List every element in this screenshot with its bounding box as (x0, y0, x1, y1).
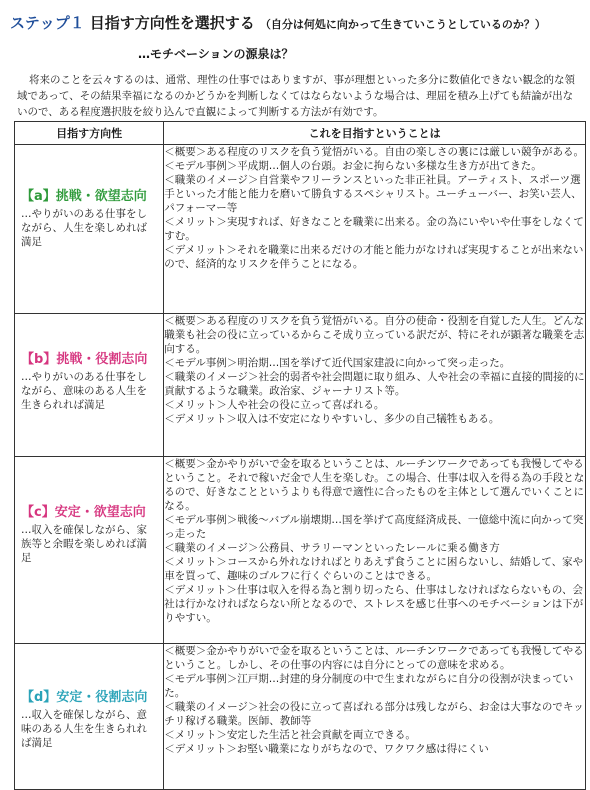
detail-item (164, 700, 585, 728)
detail-item (164, 215, 585, 243)
detail-tag: ＜モデル事例＞ (164, 357, 238, 369)
direction-bracket: 【b】 (21, 352, 57, 367)
table-header-right: これを目指すということは (164, 122, 586, 145)
direction-box (15, 457, 163, 565)
detail-tag: ＜メリット＞ (164, 556, 227, 568)
detail-tag: ＜モデル事例＞ (164, 673, 238, 685)
detail-item (164, 243, 585, 271)
page-subtitle: …モチベーションの源泉は？ (138, 47, 294, 61)
detail-tag: ＜メリット＞ (164, 399, 227, 411)
detail-item (164, 314, 585, 356)
detail-text: 実現すれば、好きなことを職業に出来る。金の為にいやいや仕事をしなくてすむ。 (164, 216, 584, 242)
detail-tag: ＜概要＞ (164, 645, 207, 657)
direction-title (21, 686, 157, 705)
detail-item (164, 513, 585, 541)
detail-text: 人や社会の役に立って喜ばれる。 (226, 399, 385, 411)
direction-description: …収入を確保しながら、家族等と余暇を楽しめれば満足 (21, 524, 147, 564)
detail-text: 江戸期…封建的身分制度の中で生まれながらに自分の役割が決まっていた。 (164, 673, 574, 699)
detail-tag: ＜概要＞ (164, 458, 207, 470)
detail-tag: ＜デメリット＞ (164, 244, 237, 256)
detail-item (164, 644, 585, 672)
detail-cell (164, 145, 586, 314)
detail-item (164, 742, 585, 756)
step-label: ステップ１ (10, 14, 85, 32)
detail-tag: ＜メリット＞ (164, 729, 227, 741)
direction-name: 安定・役割志向 (56, 690, 148, 705)
direction-bracket: 【a】 (21, 189, 56, 204)
table-header-left: 目指す方向性 (15, 122, 164, 145)
table-row (15, 457, 586, 644)
detail-item (164, 457, 585, 513)
detail-item (164, 728, 585, 742)
detail-text: 平成期…個人の台頭。お金に拘らない多様な生き方が出てきた。 (237, 160, 542, 172)
detail-tag: ＜モデル事例＞ (164, 160, 238, 172)
detail-item (164, 541, 585, 555)
direction-description: …収入を確保しながら、意味のある人生を生きられれば満足 (21, 709, 147, 749)
detail-text: 社会的弱者や社会問題に取り組み、人や社会の幸福に直接的間接的に貢献するような職業。政治家、ジャーナリスト等。 (164, 371, 585, 397)
detail-item (164, 159, 585, 173)
detail-text: コースから外れなければとりあえず食うことに困らないし、結婚して、家や車を買って、趣味のゴルフに行くぐらいのことはできる。 (164, 556, 584, 582)
direction-cell (15, 314, 164, 457)
detail-cell (164, 457, 586, 644)
detail-item (164, 412, 585, 426)
detail-text: 社会の役に立って喜ばれる部分は残しながら、お金は大事なのでキッチリ稼げる職業。医師、教師等 (164, 701, 584, 727)
detail-text: 明治期…国を挙げて近代国家建設に向かって突っ走った。 (237, 357, 511, 369)
intro-paragraph: 将来のことを云々するのは、通常、理性の仕事ではありますが、事が理想といった多分に数値化できない観念的な領域であって、その結果幸福になるのかどうかを判断しなくてはならないような場合は、理屈を積み上げても結論が出ないので、ある程度選択肢を絞り込んで直観によって判断する方法が有効です。 (17, 74, 575, 118)
title-main: 目指す方向性を選択する (89, 14, 255, 32)
detail-text: 戦後～バブル崩壊期…国を挙げて高度経済成長、一億総中流に向かって突っ走った (164, 514, 584, 540)
detail-item (164, 145, 585, 159)
direction-description: …やりがいのある仕事をしながら、人生を楽しめれば満足 (21, 208, 147, 248)
direction-description: …やりがいのある仕事をしながら、意味のある人生を生きられれば満足 (21, 371, 147, 411)
detail-tag: ＜概要＞ (164, 146, 207, 158)
detail-item (164, 555, 585, 583)
detail-text: ある程度のリスクを負う覚悟がいる。自由の楽しさの裏には厳しい競争がある。 (206, 146, 585, 158)
detail-text: 金かやりがいで金を取るということは、ルーチンワークであっても我慢してやるということ。それで稼いだ金で人生を楽しむ。この場合、仕事は収入を得る為の手段となるので、好きなことというよりも得意で適性に合ったものを主体として選んでいくことになる。 (164, 458, 585, 512)
detail-text: 安定した生活と社会貢献を両立できる。 (226, 729, 416, 741)
detail-text: 公務員、サラリーマンといったレールに乗る働き方 (258, 542, 500, 554)
direction-table (14, 121, 586, 790)
direction-bracket: 【d】 (21, 690, 57, 705)
direction-title (21, 501, 157, 520)
table-row (15, 314, 586, 457)
detail-tag: ＜モデル事例＞ (164, 514, 238, 526)
detail-text: 金かやりがいで金を取るということは、ルーチンワークであっても我慢してやるということ。しかし、その仕事の内容には自分にとっての意味を求める。 (164, 645, 584, 671)
direction-box (15, 145, 163, 249)
direction-name: 挑戦・欲望志向 (55, 189, 147, 204)
direction-bracket: 【c】 (21, 505, 55, 520)
detail-tag: ＜メリット＞ (164, 216, 227, 228)
detail-tag: ＜職業のイメージ＞ (164, 701, 259, 713)
detail-item (164, 398, 585, 412)
direction-title (21, 348, 157, 367)
detail-item (164, 583, 585, 625)
page-title (10, 12, 585, 34)
detail-text: ある程度のリスクを負う覚悟がいる。自分の使命・役割を自覚した人生。どんな職業も社会の役に立っているからこそ成り立っている訳だが、特にそれが顕著な職業を志向する。 (164, 315, 585, 355)
detail-tag: ＜職業のイメージ＞ (164, 174, 259, 186)
detail-tag: ＜職業のイメージ＞ (164, 542, 259, 554)
detail-tag: ＜デメリット＞ (164, 413, 237, 425)
detail-tag: ＜概要＞ (164, 315, 207, 327)
detail-item (164, 173, 585, 215)
detail-item (164, 672, 585, 700)
direction-box (15, 644, 163, 750)
detail-tag: ＜デメリット＞ (164, 743, 237, 755)
detail-text: 収入は不安定になりやすいし、多少の自己犠牲もある。 (236, 413, 500, 425)
detail-text: 自営業やフリーランスといった非正社員。アーティスト、スポーツ選手といった才能と能力を磨いて勝負するスペシャリスト。ユーチューバー、お笑い芸人、パフォーマー等 (164, 174, 582, 214)
detail-item (164, 370, 585, 398)
title-note: （自分は何処に向かって生きていこうとしているのか？） (259, 18, 546, 31)
direction-cell (15, 145, 164, 314)
detail-tag: ＜デメリット＞ (164, 584, 237, 596)
detail-text: 仕事は収入を得る為と割り切ったら、仕事はしなければならないもの、会社は行かなければならない所となるので、ストレスを感じ仕事へのモチベーションは下がりやすい。 (164, 584, 584, 624)
detail-tag: ＜職業のイメージ＞ (164, 371, 259, 383)
detail-item (164, 356, 585, 370)
direction-name: 挑戦・役割志向 (56, 352, 148, 367)
detail-cell (164, 314, 586, 457)
direction-title (21, 185, 157, 204)
direction-name: 安定・欲望志向 (54, 505, 146, 520)
direction-cell (15, 457, 164, 644)
detail-text: お堅い職業になりがちなので、ワクワク感は得にくい (236, 743, 489, 755)
table-row (15, 145, 586, 314)
detail-text: それを職業に出来るだけの才能と能力がなければ実現することが出来ないので、経済的なリスクを伴うことになる。 (164, 244, 584, 270)
direction-box (15, 314, 163, 412)
